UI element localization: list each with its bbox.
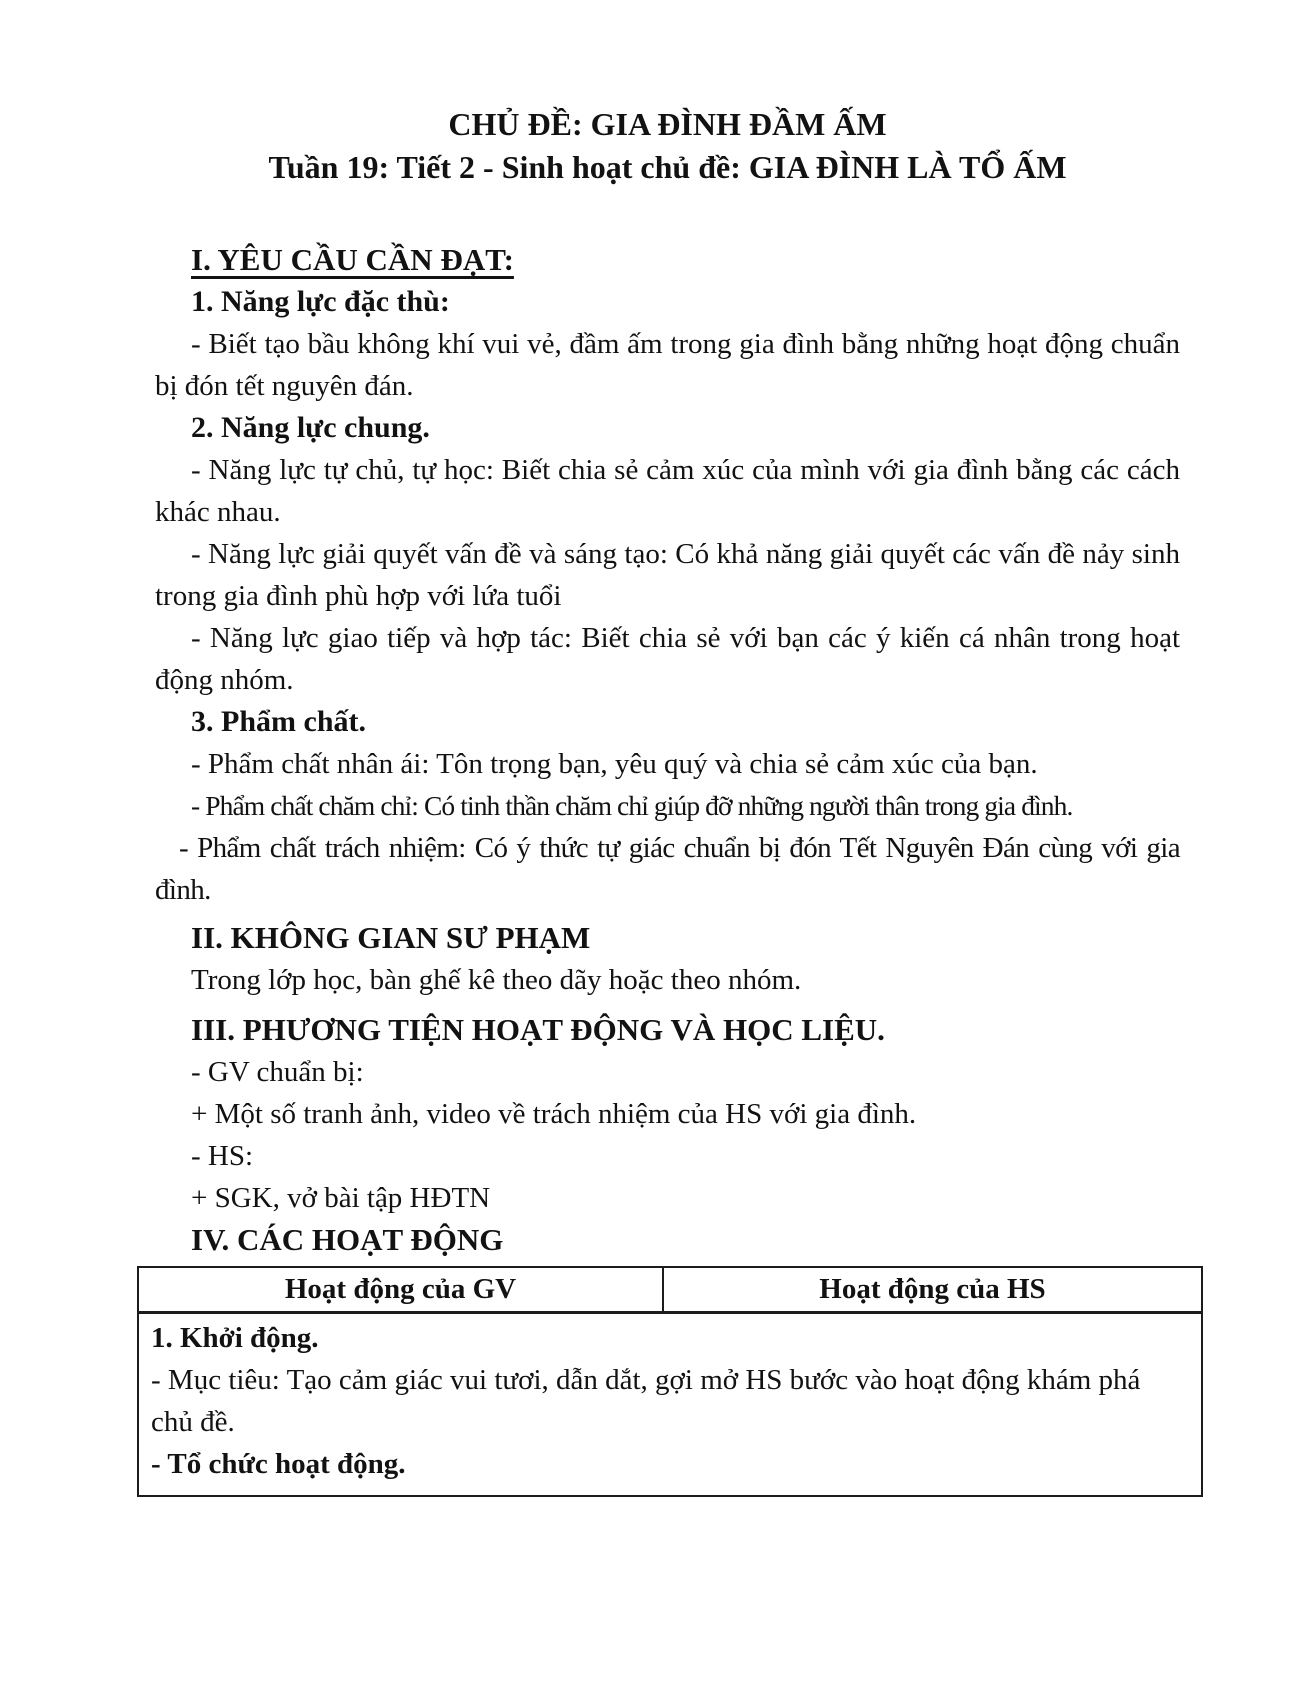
warmup-objective: - Mục tiêu: Tạo cảm giác vui tươi, dẫn dắt, gợi mở HS bước vào hoạt động khám phá chủ đề. bbox=[151, 1364, 1141, 1438]
activities-table-header-row bbox=[138, 1267, 1202, 1313]
title-block bbox=[155, 103, 1180, 189]
general-competency-item-2: - Năng lực giải quyết vấn đề và sáng tạo: Có khả năng giải quyết các vấn đề nảy sinh trong gia đình phù hợp với lứa tuổi bbox=[155, 538, 1180, 612]
hs-activities-header: Hoạt động của HS bbox=[663, 1267, 1202, 1313]
specific-competency-item: - Biết tạo bầu không khí vui vẻ, đầm ấm trong gia đình bằng những hoạt động chuẩn bị đón tết nguyên đán. bbox=[155, 328, 1180, 402]
qualities-item-3: - Phẩm chất trách nhiệm: Có ý thức tự giác chuẩn bị đón Tết Nguyên Đán cùng với gia đình. bbox=[155, 832, 1180, 906]
warmup-organization: - Tổ chức hoạt động. bbox=[151, 1448, 406, 1480]
section-3-item-4: + SGK, vở bài tập HĐTN bbox=[191, 1182, 491, 1214]
warmup-title: 1. Khởi động. bbox=[151, 1322, 319, 1354]
gv-activities-header: Hoạt động của GV bbox=[138, 1267, 663, 1313]
warmup-row bbox=[138, 1313, 1202, 1497]
page-title: CHỦ ĐỀ: GIA ĐÌNH ĐẦM ẤM bbox=[448, 106, 887, 142]
section-3-item-2: + Một số tranh ảnh, video về trách nhiệm của HS với gia đình. bbox=[191, 1098, 917, 1130]
page-subtitle: Tuần 19: Tiết 2 - Sinh hoạt chủ đề: GIA ĐÌNH LÀ TỔ ẤM bbox=[268, 149, 1067, 185]
warmup-cell bbox=[138, 1313, 1202, 1497]
section-2-heading: II. KHÔNG GIAN SƯ PHẠM bbox=[191, 920, 591, 955]
section-2-body: Trong lớp học, bàn ghế kê theo dãy hoặc theo nhóm. bbox=[191, 964, 802, 996]
qualities-heading: 3. Phẩm chất. bbox=[191, 705, 366, 738]
specific-competency-heading: 1. Năng lực đặc thù: bbox=[191, 285, 450, 318]
section-4-heading: IV. CÁC HOẠT ĐỘNG bbox=[191, 1222, 504, 1257]
section-3-item-3: - HS: bbox=[191, 1140, 254, 1172]
general-competency-heading: 2. Năng lực chung. bbox=[191, 411, 430, 444]
section-3-item-1: - GV chuẩn bị: bbox=[191, 1056, 364, 1088]
general-competency-item-3: - Năng lực giao tiếp và hợp tác: Biết chia sẻ với bạn các ý kiến cá nhân trong hoạt động nhóm. bbox=[155, 622, 1180, 696]
qualities-item-1: - Phẩm chất nhân ái: Tôn trọng bạn, yêu quý và chia sẻ cảm xúc của bạn. bbox=[191, 748, 1038, 780]
qualities-item-2: - Phẩm chất chăm chỉ: Có tinh thần chăm chỉ giúp đỡ những người thân trong gia đình. bbox=[191, 790, 1073, 821]
general-competency-item-1: - Năng lực tự chủ, tự học: Biết chia sẻ cảm xúc của mình với gia đình bằng các cách khác nhau. bbox=[155, 454, 1180, 528]
section-1-heading: I. YÊU CẦU CẦN ĐẠT: bbox=[191, 242, 514, 277]
section-3-heading: III. PHƯƠNG TIỆN HOẠT ĐỘNG VÀ HỌC LIỆU. bbox=[191, 1012, 885, 1047]
activities-table bbox=[137, 1266, 1203, 1497]
